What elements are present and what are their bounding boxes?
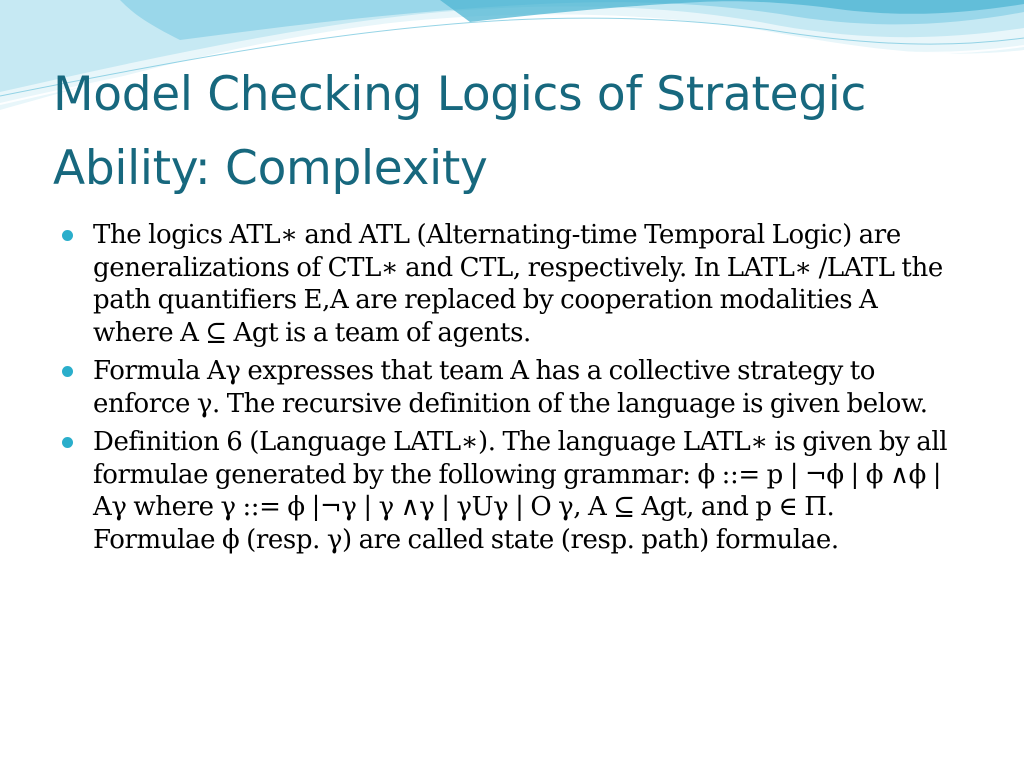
- bullet-list: [62, 219, 962, 562]
- bullet-marker-icon: [62, 437, 73, 448]
- bullet-text: The logics ATL∗ and ATL (Alternating-time Temporal Logic) are generalizations of CTL∗ and CTL, respectively. In LATL∗ /LATL the path quantifiers E,A are replaced by cooperation modalities A where A ⊆ Agt is a team of agents.: [93, 220, 943, 348]
- bullet-item: [62, 426, 962, 556]
- slide-title: Model Checking Logics of Strategic Ability: Complexity: [53, 67, 867, 196]
- bullet-text: Definition 6 (Language LATL∗). The language LATL∗ is given by all formulae generated by the following grammar: ϕ ::= p | ¬ϕ | ϕ ∧ϕ | Aγ where γ ::= ϕ |¬γ | γ ∧γ | γUγ | O γ, A ⊆ Agt, and p ∈ Π. Formulae ϕ (resp. γ) are called state (resp. path) formulae.: [93, 427, 948, 555]
- bullet-item: [62, 355, 962, 420]
- bullet-item: [62, 219, 962, 349]
- bullet-text: Formula Aγ expresses that team A has a collective strategy to enforce γ. The recursive definition of the language is given below.: [93, 356, 928, 419]
- bullet-marker-icon: [62, 366, 73, 377]
- bullet-marker-icon: [62, 230, 73, 241]
